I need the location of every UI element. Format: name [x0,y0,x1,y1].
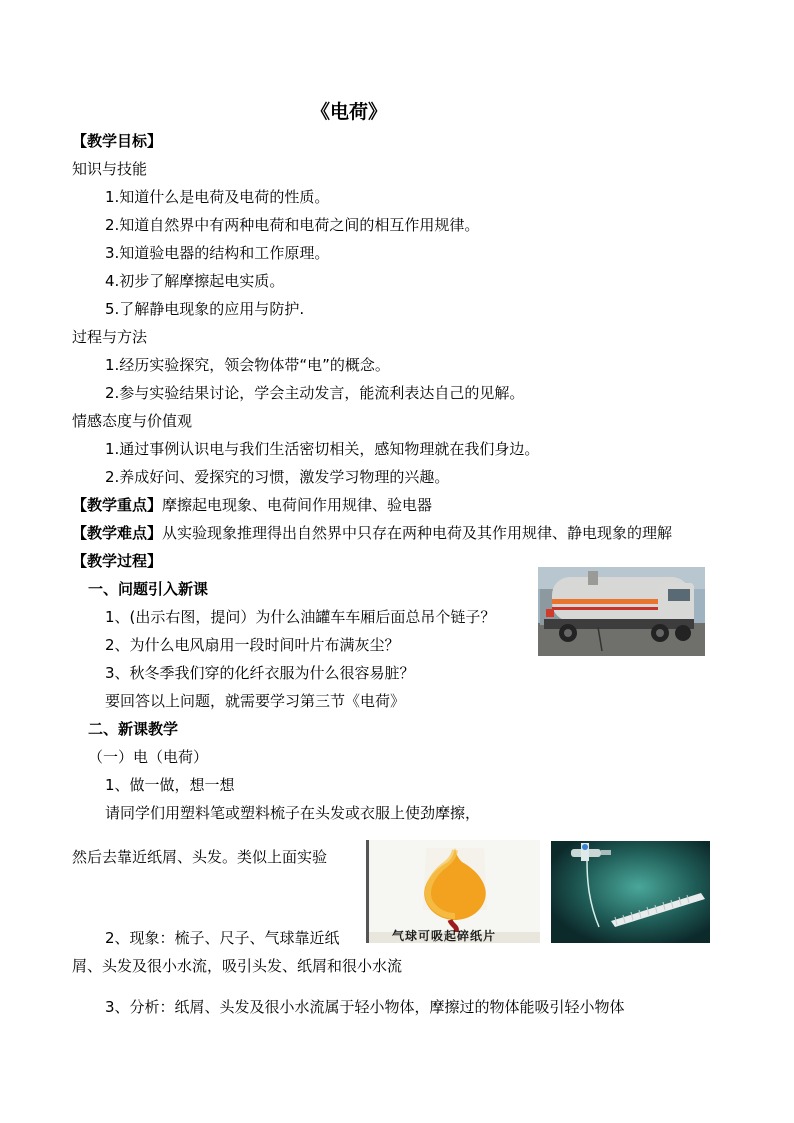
phenomenon-line-2: 屑、头发及很小水流，吸引头发、纸屑和很小水流 [72,957,403,975]
difficulties [72,523,672,543]
difficulties-label: 【教学难点】 [72,524,163,542]
key-points [72,495,432,515]
emotion-label: 情感态度与价值观 [72,412,193,430]
key-points-text: 摩擦起电现象、电荷间作用规律、验电器 [162,496,433,514]
tanker-truck-image [538,567,705,656]
knowledge-item: 1.知道什么是电荷及电荷的性质。 [105,188,330,206]
process-item: 2.参与实验结果讨论，学会主动发言，能流利表达自己的见解。 [105,384,525,402]
process-heading: 【教学过程】 [72,552,163,570]
question-item: 1、(出示右图，提问）为什么油罐车车厢后面总吊个链子？ [105,608,496,626]
question-item: 2、为什么电风扇用一段时间叶片布满灰尘？ [105,636,400,654]
lead-text: 要回答以上问题，就需要学习第三节《电荷》 [105,692,406,710]
knowledge-item: 3.知道验电器的结构和工作原理。 [105,244,330,262]
phenomenon-line-1: 2、现象：梳子、尺子、气球靠近纸 [105,929,340,947]
comb-water-image [551,841,710,943]
key-points-label: 【教学重点】 [72,496,163,514]
objectives-heading: 【教学目标】 [72,132,163,150]
difficulties-text: 从实验现象推理得出自然界中只存在两种电荷及其作用规律、静电现象的理解 [162,524,673,542]
instruction-text: 请同学们用塑料笔或塑料梳子在头发或衣服上使劲摩擦， [105,804,481,822]
process-method-label: 过程与方法 [72,328,148,346]
section2-heading: 二、新课教学 [88,720,179,738]
question-item: 3、秋冬季我们穿的化纤衣服为什么很容易脏？ [105,664,415,682]
instruction-continued: 然后去靠近纸屑、头发。类似上面实验 [72,848,328,866]
knowledge-item: 5.了解静电现象的应用与防护. [105,300,305,318]
section1-heading: 一、问题引入新课 [88,580,209,598]
knowledge-item: 2.知道自然界中有两种电荷和电荷之间的相互作用规律。 [105,216,480,234]
balloon-paper-image [366,840,540,943]
balloon-caption: 气球可吸起碎纸片 [392,929,497,943]
knowledge-item: 4.初步了解摩擦起电实质。 [105,272,285,290]
analysis-text: 3、分析：纸屑、头发及很小水流属于轻小物体，摩擦过的物体能吸引轻小物体 [105,998,625,1016]
step-heading: 1、做一做，想一想 [105,776,235,794]
subsection-heading: （一）电（电荷） [88,748,209,766]
page-title: 《电荷》 [311,101,388,123]
emotion-item: 1.通过事例认识电与我们生活密切相关，感知物理就在我们身边。 [105,440,540,458]
knowledge-label: 知识与技能 [72,160,148,178]
emotion-item: 2.养成好问、爱探究的习惯，激发学习物理的兴趣。 [105,468,450,486]
process-item: 1.经历实验探究，领会物体带“电”的概念。 [105,356,390,374]
